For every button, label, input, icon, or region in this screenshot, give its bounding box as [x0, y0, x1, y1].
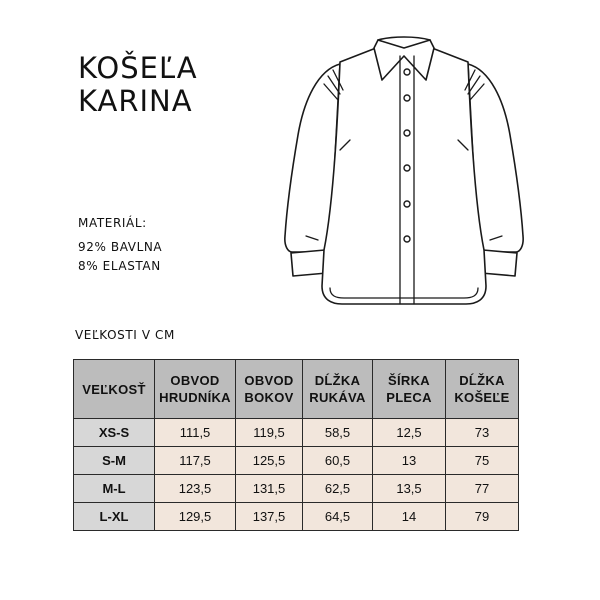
chest-cell: 111,5	[155, 419, 236, 447]
material-line-elastane: 8% ELASTAN	[78, 259, 161, 273]
table-row	[74, 447, 519, 475]
shoulder-cell: 13,5	[373, 475, 446, 503]
sleeve-cell: 60,5	[303, 447, 373, 475]
length-cell: 73	[446, 419, 519, 447]
sizes-heading: VEĽKOSTI V CM	[75, 328, 175, 342]
table-row	[74, 475, 519, 503]
header-sleeve: DĹŽKA RUKÁVA	[303, 360, 373, 419]
length-cell: 77	[446, 475, 519, 503]
hips-cell: 137,5	[236, 503, 303, 531]
table-row	[74, 503, 519, 531]
header-length: DĹŽKA KOŠEĽE	[446, 360, 519, 419]
product-title	[78, 52, 198, 118]
header-chest: OBVOD HRUDNÍKA	[155, 360, 236, 419]
hips-cell: 119,5	[236, 419, 303, 447]
hips-cell: 131,5	[236, 475, 303, 503]
sleeve-cell: 64,5	[303, 503, 373, 531]
hips-cell: 125,5	[236, 447, 303, 475]
size-cell: L-XL	[74, 503, 155, 531]
header-size: VEĽKOSŤ	[74, 360, 155, 419]
table-row	[74, 419, 519, 447]
size-table	[73, 359, 519, 531]
shirt-illustration-icon	[272, 30, 532, 315]
size-table-header-row	[74, 360, 519, 419]
size-cell: XS-S	[74, 419, 155, 447]
size-cell: S-M	[74, 447, 155, 475]
header-shoulder: ŠÍRKA PLECA	[373, 360, 446, 419]
length-cell: 75	[446, 447, 519, 475]
chest-cell: 123,5	[155, 475, 236, 503]
material-info	[78, 214, 162, 276]
chest-cell: 117,5	[155, 447, 236, 475]
header-hips: OBVOD BOKOV	[236, 360, 303, 419]
length-cell: 79	[446, 503, 519, 531]
size-cell: M-L	[74, 475, 155, 503]
chest-cell: 129,5	[155, 503, 236, 531]
sleeve-cell: 58,5	[303, 419, 373, 447]
material-label: MATERIÁL:	[78, 216, 147, 230]
shoulder-cell: 13	[373, 447, 446, 475]
title-line-2: KARINA	[78, 84, 193, 118]
material-line-cotton: 92% BAVLNA	[78, 240, 163, 254]
shoulder-cell: 14	[373, 503, 446, 531]
shoulder-cell: 12,5	[373, 419, 446, 447]
title-line-1: KOŠEĽA	[78, 51, 198, 85]
sleeve-cell: 62,5	[303, 475, 373, 503]
